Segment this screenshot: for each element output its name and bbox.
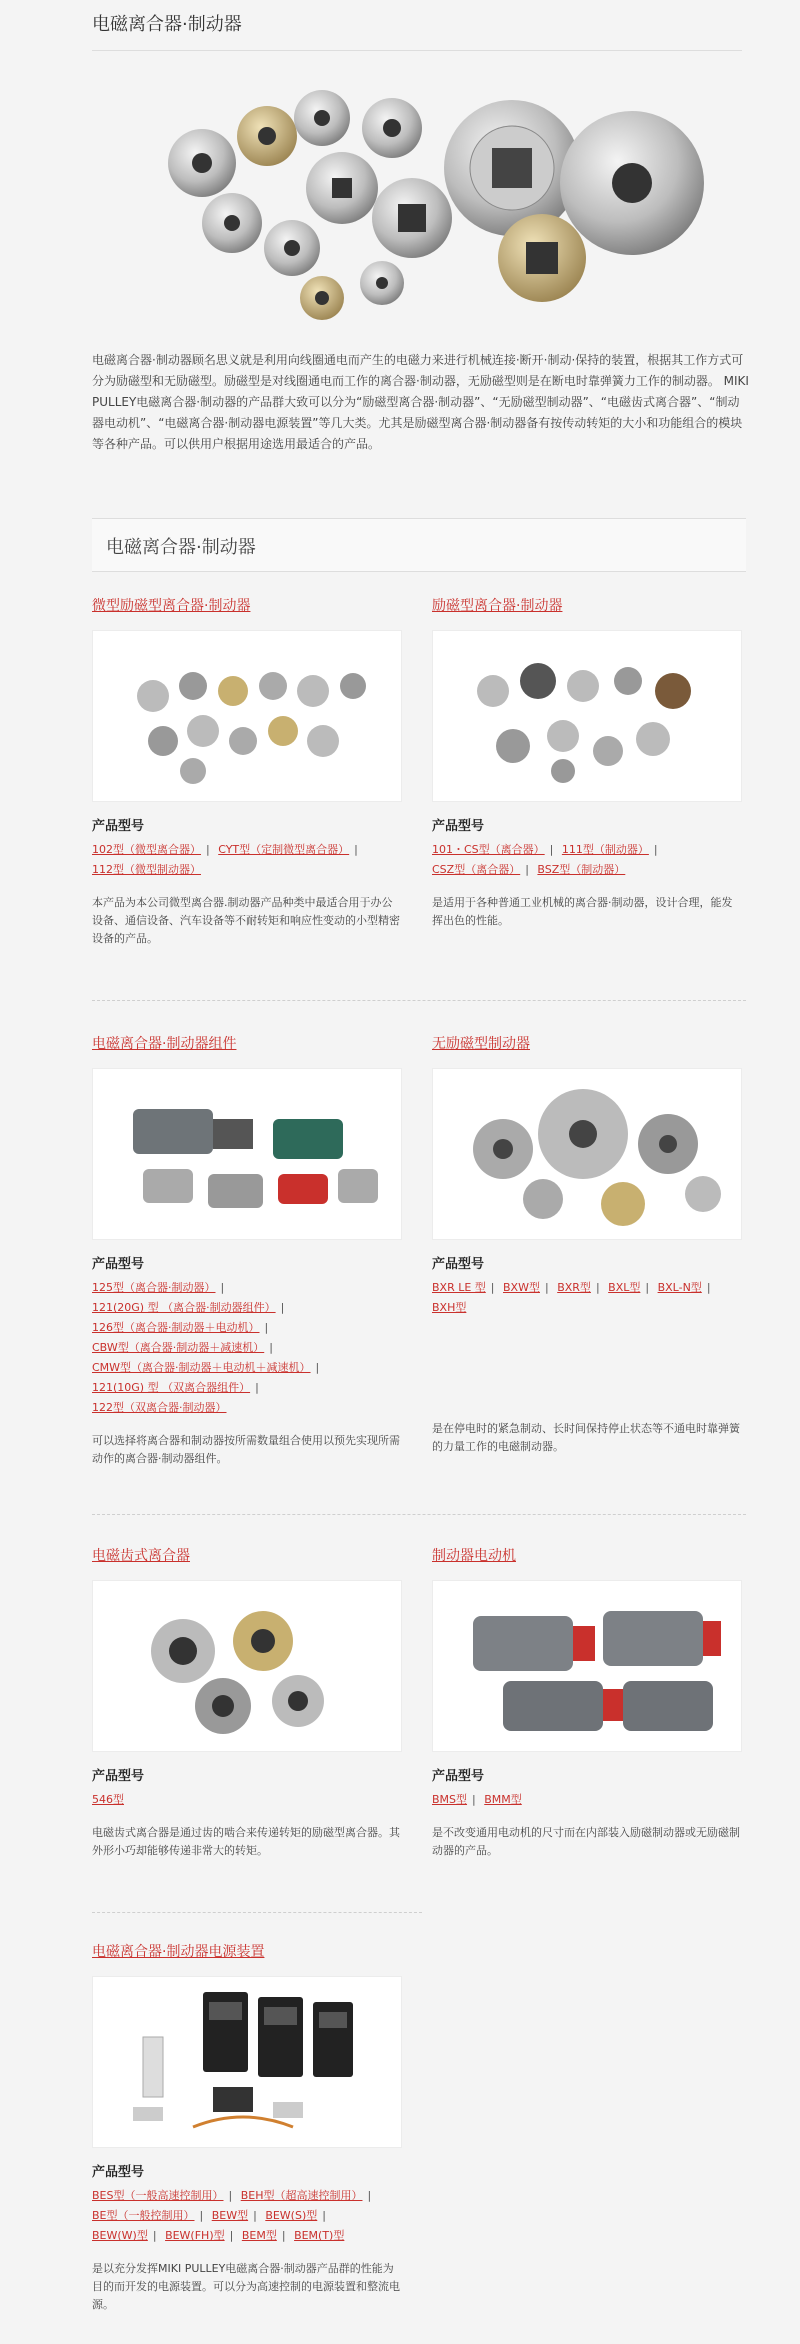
product-description: 可以选择将离合器和制动器按所需数量组合使用以预先实现所需动作的离合器·制动器组件。 bbox=[92, 1434, 400, 1465]
product-image bbox=[432, 1068, 742, 1240]
model-list: BXR LE 型 | BXW型 | BXR型 | BXL型 | BXL-N型 | BXH型 bbox=[432, 1281, 711, 1314]
model-link[interactable]: 125型（离合器·制动器） bbox=[92, 1281, 216, 1294]
model-link[interactable]: 112型（微型制动器） bbox=[92, 863, 201, 876]
model-link[interactable]: BXW型 bbox=[503, 1281, 540, 1294]
product-description: 是适用于各种普通工业机械的离合器·制动器，设计合理，能发挥出色的性能。 bbox=[432, 896, 733, 927]
model-link[interactable]: BEW(W)型 bbox=[92, 2229, 148, 2242]
model-link[interactable]: 126型（离合器·制动器＋电动机） bbox=[92, 1321, 260, 1334]
product-card-units bbox=[92, 1034, 402, 1468]
product-description: 本产品为本公司微型离合器.制动器产品种类中最适合用于办公设备、通信设备、汽车设备等不耐转矩和响应性变动的小型精密设备的产品。 bbox=[92, 896, 400, 945]
product-description: 是不改变通用电动机的尺寸而在内部装入励磁制动器或无励磁制动器的产品。 bbox=[432, 1826, 740, 1857]
model-link[interactable]: BEM(T)型 bbox=[294, 2229, 345, 2242]
product-link[interactable]: 电磁齿式离合器 bbox=[92, 1548, 190, 1564]
product-link[interactable]: 电磁离合器·制动器电源装置 bbox=[92, 1944, 265, 1960]
divider bbox=[92, 1912, 422, 1913]
model-link[interactable]: 121(10G) 型 （双离合器组件） bbox=[92, 1381, 251, 1394]
model-label: 产品型号 bbox=[92, 1257, 145, 1272]
product-image bbox=[432, 630, 742, 802]
product-link[interactable]: 励磁型离合器·制动器 bbox=[432, 598, 563, 614]
model-label: 产品型号 bbox=[432, 1769, 485, 1784]
section-title: 电磁离合器·制动器 bbox=[106, 537, 256, 558]
product-link[interactable]: 微型励磁型离合器·制动器 bbox=[92, 598, 251, 614]
product-description: 是以充分发挥MIKI PULLEY电磁离合器·制动器产品群的性能为目的而开发的电源装置。可以分为高速控制的电源装置和整流电源。 bbox=[92, 2262, 400, 2311]
product-card-tooth-clutch bbox=[92, 1546, 402, 1860]
model-link[interactable]: BXH型 bbox=[432, 1301, 467, 1314]
product-card-micro bbox=[92, 596, 402, 948]
model-list: 101・CS型（离合器） | 111型（制动器） | CSZ型（离合器） | BSZ型（制动器） bbox=[432, 843, 658, 876]
model-link[interactable]: CYT型（定制微型离合器） bbox=[218, 843, 350, 856]
model-list: BMS型 | BMM型 bbox=[432, 1793, 522, 1806]
product-image bbox=[92, 1976, 402, 2148]
product-image bbox=[432, 1580, 742, 1752]
model-link[interactable]: BEM型 bbox=[241, 2229, 277, 2242]
model-label: 产品型号 bbox=[92, 2165, 145, 2180]
model-link[interactable]: 101・CS型（离合器） bbox=[432, 843, 545, 856]
model-list: 102型（微型离合器） | CYT型（定制微型离合器） | 112型（微型制动器） bbox=[92, 843, 358, 876]
model-link[interactable]: BEH型（超高速控制用） bbox=[240, 2189, 363, 2202]
model-list bbox=[92, 1790, 402, 1810]
model-link[interactable]: 102型（微型离合器） bbox=[92, 843, 201, 856]
model-link[interactable]: 546型 bbox=[92, 1793, 124, 1806]
product-card-excitation bbox=[432, 596, 742, 930]
model-link[interactable]: BE型（一般控制用） bbox=[92, 2209, 195, 2222]
model-link[interactable]: CMW型（离合器·制动器＋电动机＋减速机） bbox=[92, 1361, 311, 1374]
product-card-non-excitation bbox=[432, 1034, 742, 1456]
product-description: 电磁齿式离合器是通过齿的啮合来传递转矩的励磁型离合器。其外形小巧却能够传递非常大的转矩。 bbox=[92, 1826, 400, 1857]
model-link[interactable]: BXR型 bbox=[557, 1281, 591, 1294]
model-label: 产品型号 bbox=[432, 819, 485, 834]
model-link[interactable]: BXL型 bbox=[608, 1281, 641, 1294]
model-link[interactable]: BSZ型（制动器） bbox=[537, 863, 626, 876]
product-card-power-supply bbox=[92, 1942, 402, 2314]
product-description: 是在停电时的紧急制动、长时间保持停止状态等不通电时靠弹簧的力量工作的电磁制动器。 bbox=[432, 1422, 740, 1453]
model-link[interactable]: BMS型 bbox=[432, 1793, 468, 1806]
model-link[interactable]: 122型（双离合器·制动器） bbox=[92, 1401, 227, 1414]
model-link[interactable]: BMM型 bbox=[484, 1793, 522, 1806]
section-header bbox=[92, 518, 746, 572]
divider bbox=[92, 1514, 746, 1515]
model-list: 125型（离合器·制动器） | 121(20G) 型 （离合器·制动器组件） | 126型（离合器·制动器＋电动机） | CBW型（离合器·制动器＋减速机） | CMW型（离合器·制动器＋电动机＋减速机） | 121(10G) 型 （双离合器组件） | 122型（双离合器·制动器） bbox=[92, 1281, 320, 1414]
hero-product-image bbox=[92, 58, 746, 328]
product-card-brake-motor bbox=[432, 1546, 742, 1860]
product-image bbox=[92, 1068, 402, 1240]
model-list: BES型（一般高速控制用） | BEH型（超高速控制用） | BE型（一般控制用） | BEW型 | BEW(S)型 | BEW(W)型 | BEW(FH)型 | BEM型 | BEM(T)型 bbox=[92, 2189, 372, 2242]
model-link[interactable]: 121(20G) 型 （离合器·制动器组件） bbox=[92, 1301, 276, 1314]
product-link[interactable]: 电磁离合器·制动器组件 bbox=[92, 1036, 237, 1052]
product-link[interactable]: 无励磁型制动器 bbox=[432, 1036, 530, 1052]
model-link[interactable]: BEW(S)型 bbox=[265, 2209, 318, 2222]
product-image bbox=[92, 630, 402, 802]
model-link[interactable]: BXL-N型 bbox=[657, 1281, 702, 1294]
model-label: 产品型号 bbox=[432, 1257, 485, 1272]
model-link[interactable]: CSZ型（离合器） bbox=[432, 863, 521, 876]
model-label: 产品型号 bbox=[92, 1769, 145, 1784]
product-link[interactable]: 制动器电动机 bbox=[432, 1548, 516, 1564]
model-label: 产品型号 bbox=[92, 819, 145, 834]
divider bbox=[92, 1000, 746, 1001]
product-image bbox=[92, 1580, 402, 1752]
model-link[interactable]: BES型（一般高速控制用） bbox=[92, 2189, 224, 2202]
model-link[interactable]: BEW(FH)型 bbox=[165, 2229, 225, 2242]
model-link[interactable]: BXR LE 型 bbox=[432, 1281, 486, 1294]
page-title: 电磁离合器·制动器 bbox=[92, 10, 742, 51]
model-link[interactable]: CBW型（离合器·制动器＋减速机） bbox=[92, 1341, 265, 1354]
model-link[interactable]: 111型（制动器） bbox=[561, 843, 649, 856]
intro-text: 电磁离合器·制动器顾名思义就是利用向线圈通电而产生的电磁力来进行机械连接·断开·制动·保持的装置，根据其工作方式可分为励磁型和无励磁型。励磁型是对线圈通电而工作的离合器·制动器，无励磁型则是在断电时靠弹簧力工作的制动器。 MIKI PULLEY电磁离合器·制动器的产品群大致可以分为“励磁型离合器·制动器”、“无励磁型制动器”、“电磁齿式离合器”、“制动器电动机”、“电磁离合器·制动器电源装置”等几大类。尤其是励磁型离合器·制动器备有按传动转矩的大小和功能组合的模块等各种产品。可以供用户根据用途选用最适合的产品。 bbox=[92, 353, 749, 451]
model-link[interactable]: BEW型 bbox=[211, 2209, 249, 2222]
